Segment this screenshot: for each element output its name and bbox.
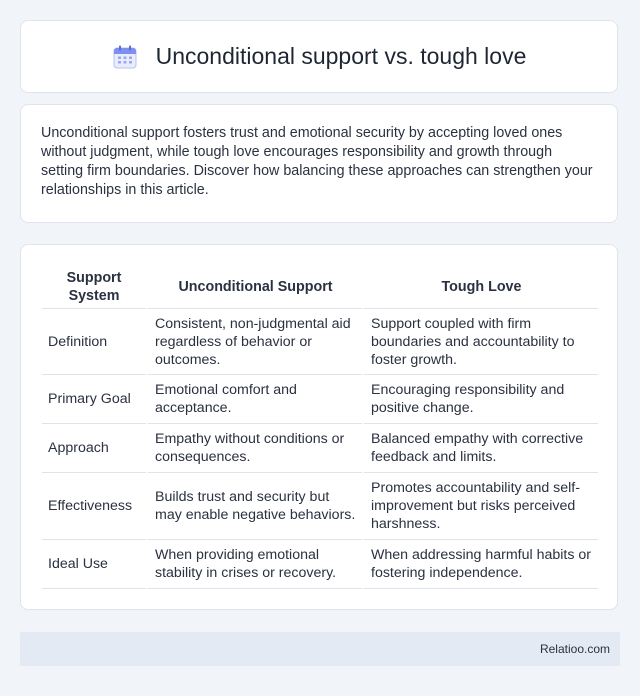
footer-brand: Relatioo.com [539, 642, 610, 656]
header-unconditional-support: Unconditional Support [146, 265, 362, 309]
unconditional-cell: Empathy without conditions or consequences. [146, 424, 362, 473]
row-label: Effectiveness [42, 473, 146, 540]
table-header-row [42, 265, 598, 309]
table-row [42, 309, 598, 375]
table-row [42, 424, 598, 473]
tough-love-cell: Encouraging responsibility and positive change. [362, 375, 598, 424]
table-row [42, 473, 598, 540]
comparison-table [42, 265, 598, 589]
tough-love-cell: When addressing harmful habits or fostering independence. [362, 540, 598, 589]
tough-love-cell: Promotes accountability and self-improvement but risks perceived harshness. [362, 473, 598, 540]
page-title: Unconditional support vs. tough love [155, 43, 527, 69]
row-label: Approach [42, 424, 146, 473]
row-label: Ideal Use [42, 540, 146, 589]
header-tough-love: Tough Love [362, 265, 598, 309]
unconditional-cell: Consistent, non-judgmental aid regardless of behavior or outcomes. [146, 309, 362, 375]
tough-love-cell: Balanced empathy with corrective feedback and limits. [362, 424, 598, 473]
unconditional-cell: Emotional comfort and acceptance. [146, 375, 362, 424]
header-support-system: Support System [42, 265, 146, 309]
intro-card [20, 104, 618, 223]
intro-text: Unconditional support fosters trust and emotional security by accepting loved ones without judgment, while tough love encourages responsibility and growth through setting firm boundaries. Discover how balancing these approaches can strengthen your relationships in this article. [41, 125, 593, 198]
footer [20, 632, 620, 666]
unconditional-cell: When providing emotional stability in crises or recovery. [146, 540, 362, 589]
row-label: Primary Goal [42, 375, 146, 424]
unconditional-cell: Builds trust and security but may enable negative behaviors. [146, 473, 362, 540]
tough-love-cell: Support coupled with firm boundaries and accountability to foster growth. [362, 309, 598, 375]
table-row [42, 540, 598, 589]
comparison-table-card [20, 244, 618, 610]
title-card [20, 20, 618, 93]
table-row [42, 375, 598, 424]
row-label: Definition [42, 309, 146, 375]
calendar-icon [112, 44, 138, 70]
